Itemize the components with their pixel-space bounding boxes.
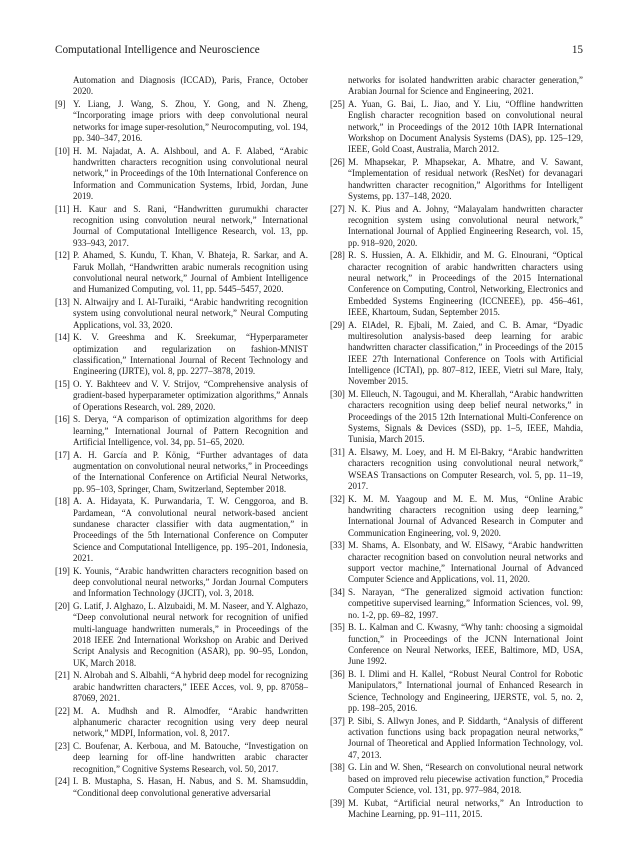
reference-text: A. Yuan, G. Bai, L. Jiao, and Y. Liu, “Offline handwritten English character recognition based on convolutional neural network,” in Proceedings of the 2012 10th IAPR International Workshop on Document Analysis Systems (DAS), pp. 125–129, IEEE, Gold Coast, Australia, March 2012. <box>348 98 583 155</box>
references-column-left <box>55 75 308 800</box>
reference-text: K. V. Greeshma and K. Sreekumar, “Hyperparameter optimization and regularization on fashion-MNIST classification,” International Journal of Recent Technology and Engineering (IJRTE), vol. 8, pp. 2277–3878, 2019. <box>73 332 308 377</box>
reference-number: [33] <box>330 540 345 551</box>
reference-entry <box>330 320 583 388</box>
reference-text: R. S. Hussien, A. A. Elkhidir, and M. G. Elnourani, “Optical character recognition of arabic handwritten characters using neural network,” in Proceedings of the 2015 International Conference on Computing, Control, Networking, Electronics and Embedded Systems Engineering (ICCNEEE), pp. 456–461, IEEE, Khartoum, Sudan, September 2015. <box>348 250 583 318</box>
reference-text: S. Derya, “A comparison of optimization algorithms for deep learning,” International Journal of Pattern Recognition and Artificial Intelligence, vol. 34, pp. 51–65, 2020. <box>73 414 308 448</box>
reference-number: [12] <box>55 250 70 261</box>
page-number: 15 <box>571 44 583 56</box>
reference-entry <box>55 601 308 669</box>
reference-text: C. Boufenar, A. Kerboua, and M. Batouche, “Investigation on deep learning for off-line handwritten arabic character recognition,” Cognitive Systems Research, vol. 50, 2017. <box>73 741 308 774</box>
reference-entry <box>330 157 583 202</box>
reference-entry <box>330 75 583 98</box>
reference-number: [14] <box>55 332 70 343</box>
reference-number: [15] <box>55 379 70 390</box>
reference-text: Y. Liang, J. Wang, S. Zhou, Y. Gong, and N. Zheng, “Incorporating image priors with deep convolutional neural networks for image super-resolution,” Neurocomputing, vol. 194, pp. 340–347, 2016. <box>73 98 308 144</box>
reference-text: P. Sibi, S. Allwyn Jones, and P. Siddarth, “Analysis of different activation functions using back propagation neural networks,” Journal of Theoretical and Applied Information Technology, vol. 47, 2013. <box>348 715 583 760</box>
reference-text: N. Alrobah and S. Albahli, “A hybrid deep model for recognizing arabic handwritten characters,” IEEE Acces, vol. 9, pp. 87058–87069, 2021. <box>73 670 308 704</box>
reference-text: networks for isolated handwritten arabic character generation,” Arabian Journal for Science and Engineering, 2021. <box>348 75 583 97</box>
reference-number: [27] <box>330 203 345 214</box>
reference-text: M. Shams, A. Elsonbaty, and W. ElSawy, “Arabic handwritten character recognition based on convolution neural networks and support vector machine,” International Journal of Advanced Computer Science and Applications, vol. 11, 2020. <box>348 540 583 585</box>
reference-entry <box>330 204 583 249</box>
reference-text: K. M. M. Yaagoup and M. E. M. Mus, “Online Arabic handwriting characters recognition using deep learning,” International Journal of Advanced Research in Computer and Communication Engineering, vol. 9, 2020. <box>348 493 583 538</box>
reference-text: N. K. Pius and A. Johny, “Malayalam handwritten character recognition system using convolutional neural network,” International Journal of Applied Engineering Research, vol. 15, pp. 918–920, 2020. <box>348 203 583 248</box>
reference-number: [29] <box>330 319 345 330</box>
reference-text: Automation and Diagnosis (ICCAD), Paris, France, October 2020. <box>73 75 308 97</box>
reference-entry <box>55 566 308 600</box>
reference-text: M. Mhapsekar, P. Mhapsekar, A. Mhatre, and V. Sawant, “Implementation of residual network (ResNet) for devanagari handwritten character recognition,” Algorithms for Intelligent Systems, pp. 137–148, 2020. <box>348 157 583 202</box>
reference-number: [11] <box>55 203 70 214</box>
reference-number: [32] <box>330 493 345 504</box>
reference-entry <box>330 447 583 492</box>
reference-text: A. A. Hidayata, K. Purwandaria, T. W. Cenggoroa, and B. Pardamean, “A convolutional neural network-based ancient sundanese character classifier with data augmentation,” in Proceedings of the 5th International Conference on Computer Science and Computational Intelligence, pp. 195–201, Indonesia, 2021. <box>73 496 308 564</box>
reference-number: [19] <box>55 565 70 576</box>
reference-text: I. B. Mustapha, S. Hasan, H. Nabus, and S. M. Shamsuddin, “Conditional deep convolutional generative adversarial <box>73 776 308 798</box>
reference-entry <box>55 414 308 448</box>
reference-text: S. Narayan, “The generalized sigmoid activation function: competitive supervised learning,” Information Sciences, vol. 99, no. 1-2, pp. 69–82, 1997. <box>348 587 583 620</box>
reference-number: [38] <box>330 762 345 773</box>
reference-text: K. Younis, “Arabic handwritten characters recognition based on deep convolutional neural networks,” Jordan Journal Computers and Information Technology (JJCIT), vol. 3, 2018. <box>73 565 308 599</box>
reference-number: [28] <box>330 250 345 261</box>
reference-number: [37] <box>330 715 345 726</box>
journal-title: Computational Intelligence and Neuroscience <box>55 44 260 56</box>
reference-text: O. Y. Bakhteev and V. V. Strijov, “Comprehensive analysis of gradient-based hyperparameter optimization algorithms,” Annals of Operations Research, vol. 289, 2020. <box>73 379 308 412</box>
reference-text: H. M. Najadat, A. A. Alshboul, and A. F. Alabed, “Arabic handwritten characters recognition using convolutional neural network,” in Proceedings of the 10th International Conference on Information and Communication Systems, Irbid, Jordan, June 2019. <box>73 145 308 202</box>
reference-entry <box>330 798 583 821</box>
reference-text: B. L. Kalman and C. Kwasny, “Why tanh: choosing a sigmoidal function,” in Proceedings of the JCNN International Joint Conference on Neural Networks, IEEE, Baltimore, MD, USA, June 1992. <box>348 622 583 667</box>
reference-number: [36] <box>330 669 345 680</box>
reference-number: [20] <box>55 601 70 612</box>
reference-entry <box>55 379 308 413</box>
reference-entry <box>55 146 308 203</box>
reference-entry <box>330 622 583 667</box>
reference-entry <box>55 670 308 704</box>
reference-number: [35] <box>330 622 345 633</box>
reference-entry <box>55 450 308 495</box>
reference-entry <box>55 297 308 331</box>
reference-number: [10] <box>55 145 70 156</box>
reference-text: N. Altwaijry and I. Al-Turaiki, “Arabic handwriting recognition system using convolutional neural network,” Neural Computing Applications, vol. 33, 2020. <box>73 297 308 330</box>
reference-number: [34] <box>330 587 345 598</box>
reference-number: [24] <box>55 776 70 787</box>
reference-entry <box>330 587 583 621</box>
reference-number: [31] <box>330 447 345 458</box>
reference-entry <box>55 99 308 144</box>
reference-text: G. Latif, J. Alghazo, L. Alzubaidi, M. M. Naseer, and Y. Alghazo, “Deep convolutional neural network for recognition of unified multi-language handwritten numerals,” in Proceedings of the 2018 IEEE 2nd International Workshop on Arabic and Derived Script Analysis and Recognition (ASAR), pp. 90–95, London, UK, March 2018. <box>73 601 308 668</box>
reference-entry <box>55 75 308 98</box>
reference-text: G. Lin and W. Shen, “Research on convolutional neural network based on improved relu piecewise activation function,” Procedia Computer Science, vol. 131, pp. 977–984, 2018. <box>348 762 583 796</box>
running-head <box>55 44 583 56</box>
reference-text: A. H. García and P. König, “Further advantages of data augmentation on convolutional neural networks,” in Proceedings of the International Conference on Artificial Neural Networks, pp. 95–103, Springer, Cham, Switzerland, September 2018. <box>73 449 308 494</box>
reference-entry <box>330 99 583 156</box>
reference-entry <box>55 776 308 799</box>
reference-number: [23] <box>55 741 70 752</box>
reference-entry <box>330 716 583 761</box>
reference-entry <box>330 494 583 539</box>
reference-text: M. Elleuch, N. Tagougui, and M. Kherallah, “Arabic handwritten characters recognition using deep belief neural networks,” in Proceedings of the 2015 12th International Multi-Conference on Systems, Signals & Devices (SSD), pp. 1–5, IEEE, Mahdia, Tunisia, March 2015. <box>348 389 583 445</box>
reference-entry <box>55 332 308 377</box>
reference-number: [26] <box>330 157 345 167</box>
reference-entry <box>55 706 308 740</box>
reference-number: [25] <box>330 98 345 109</box>
reference-text: B. I. Dlimi and H. Kallel, “Robust Neural Control for Robotic Manipulators,” International journal of Enhanced Research in Science, Technology and Engineering, IJERSTE, vol. 5, no. 2, pp. 198–205, 2016. <box>348 669 583 714</box>
reference-text: M. Kubat, “Artificial neural networks,” An Introduction to Machine Learning, pp. 91–111, 2015. <box>348 797 583 820</box>
reference-number: [13] <box>55 297 70 308</box>
reference-number: [22] <box>55 705 70 716</box>
reference-entry <box>55 250 308 295</box>
reference-entry <box>330 540 583 585</box>
reference-number: [18] <box>55 496 70 507</box>
reference-entry <box>55 496 308 564</box>
reference-text: P. Ahamed, S. Kundu, T. Khan, V. Bhateja, R. Sarkar, and A. Faruk Mollah, “Handwritten arabic numerals recognition using convolutional neural network,” Journal of Ambient Intelligence and Humanized Computing, vol. 11, pp. 5445–5457, 2020. <box>73 250 308 295</box>
reference-entry <box>330 389 583 446</box>
reference-number: [30] <box>330 389 345 400</box>
reference-number: [17] <box>55 449 70 460</box>
reference-number: [9] <box>55 98 66 109</box>
reference-entry <box>330 250 583 318</box>
reference-entry <box>55 741 308 775</box>
reference-entry <box>330 669 583 714</box>
reference-entry <box>55 204 308 249</box>
reference-text: A. ElAdel, R. Ejbali, M. Zaied, and C. B. Amar, “Dyadic multiresolution analysis-based deep learning for arabic handwritten character classification,” in Proceedings of the 2015 IEEE 27th International Conference on Tools with Artificial Intelligence (ICTAI), pp. 807–812, IEEE, Vietri sul Mare, Italy, November 2015. <box>348 319 583 387</box>
reference-text: A. Elsawy, M. Loey, and H. M El-Bakry, “Arabic handwritten characters recognition using convolutional neural network,” WSEAS Transactions on Computer Research, vol. 5, pp. 11–19, 2017. <box>348 447 583 492</box>
reference-number: [39] <box>330 797 345 808</box>
reference-number: [16] <box>55 414 70 425</box>
reference-entry <box>330 762 583 796</box>
reference-number: [21] <box>55 670 70 681</box>
references-column-right <box>330 75 583 822</box>
reference-text: H. Kaur and S. Rani, “Handwritten gurumukhi character recognition using convolution neural network,” International Journal of Computational Intelligence Research, vol. 13, pp. 933–943, 2017. <box>73 203 308 248</box>
reference-text: M. A. Mudhsh and R. Almodfer, “Arabic handwritten alphanumeric character recognition using very deep neural network,” MDPI, Information, vol. 8, 2017. <box>73 705 308 739</box>
